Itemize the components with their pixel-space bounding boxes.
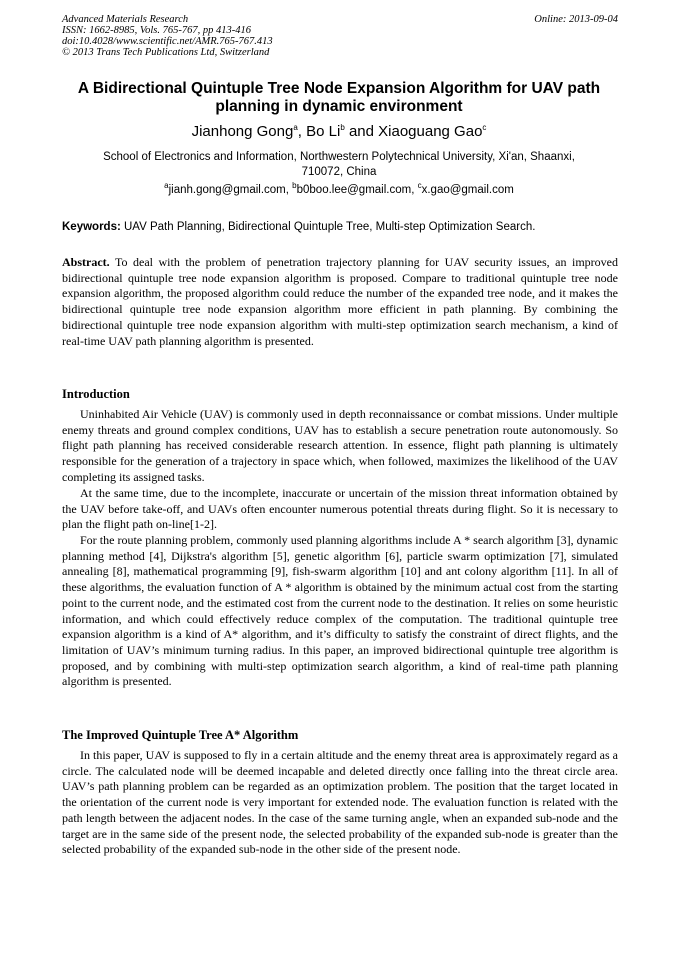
author-separator: , bbox=[297, 123, 307, 140]
body-paragraph: For the route planning problem, commonly used planning algorithms include A * search algorithm [3], dynamic planning method [4], Dijkstra's algorithm [5], genetic algorithm [6], particle swarm optimization [7], simulated annealing [8], mathematical programming [9], fish-swarm algorithm [10] and ant colony algorithm [11]. In all of these algorithms, the evaluation function of A * algorithm is obtained by the minimum actual cost from the starting point to the current node, and the estimated cost from the current node to the destination. It relies on some heuristic information, and which could effectively reduce complex of the computation. The traditional quintuple tree expansion algorithm is a kind of A* algorithm, and it’s difficulty to satisfy the constraint of direct flights, and the limitation of UAV’s minimum turning radius. In this paper, an improved bidirectional quintuple tree algorithm is proposed, and by combining with multi-step optimization search algorithm, a kind of real-time path planning algorithm is presented. bbox=[62, 533, 618, 689]
author-name: Bo Li bbox=[306, 123, 341, 140]
email-superscript: c bbox=[417, 181, 422, 191]
email-address: x.gao@gmail.com bbox=[421, 184, 514, 196]
email-superscript: a bbox=[164, 181, 169, 191]
abstract bbox=[62, 255, 618, 349]
online-date: Online: 2013-09-04 bbox=[534, 14, 618, 25]
issn-line: ISSN: 1662-8985, Vols. 765-767, pp 413-416 bbox=[62, 25, 251, 36]
section-heading-introduction: Introduction bbox=[62, 387, 130, 401]
abstract-text: To deal with the problem of penetration trajectory planning for UAV security issues, an improved bidirectional quintuple tree node expansion algorithm is proposed. Compare to traditional quintuple tree node expansion algorithm, the proposed algorithm could reduce the number of the expanded tree node, and it makes the bidirectional quintuple tree node expansion algorithm more efficient in path planning. By combining the bidirectional quintuple tree node expansion algorithm with multi-step optimization search mechanism, a kind of real-time UAV path planning algorithm is presented. bbox=[62, 255, 618, 348]
body-paragraph: Uninhabited Air Vehicle (UAV) is commonly used in depth reconnaissance or combat missions. Under multiple enemy threats and ground complex conditions, UAV has to establish a secure penetration route autonomously. So flight path planning has received considerable research attention. In essence, flight path planning is ultimately responsible for the generation of a trajectory in space which, when followed, maximizes the likelihood of the UAV completing its assigned tasks. bbox=[62, 407, 618, 484]
author-emails bbox=[60, 183, 618, 198]
title-line-2: planning in dynamic environment bbox=[215, 98, 463, 115]
doi-line: doi:10.4028/www.scientific.net/AMR.765-767.413 bbox=[62, 36, 273, 47]
author-superscript: a bbox=[293, 123, 298, 132]
paper-title bbox=[50, 80, 628, 116]
body-paragraph: At the same time, due to the incomplete, inaccurate or uncertain of the mission threat information obtained by the UAV before take-off, and UAVs often encounter numerous potential threats during flight. So it is necessary to plan the flight path on-line[1-2]. bbox=[62, 486, 618, 532]
author-list bbox=[50, 123, 628, 141]
keywords-text: UAV Path Planning, Bidirectional Quintuple Tree, Multi-step Optimization Search. bbox=[120, 221, 536, 233]
author-superscript: c bbox=[482, 123, 487, 132]
author-superscript: b bbox=[340, 123, 345, 132]
author-separator: and bbox=[344, 123, 379, 140]
author-name: Jianhong Gong bbox=[191, 123, 294, 140]
affiliation-line-1: School of Electronics and Information, Northwestern Polytechnical University, Xi'an, Shaanxi, bbox=[103, 151, 575, 163]
title-line-1: A Bidirectional Quintuple Tree Node Expansion Algorithm for UAV path bbox=[77, 80, 601, 97]
section-heading-improved-algorithm: The Improved Quintuple Tree A* Algorithm bbox=[62, 728, 299, 742]
affiliation bbox=[60, 150, 618, 180]
copyright-line: © 2013 Trans Tech Publications Ltd, Switzerland bbox=[62, 47, 270, 58]
keywords bbox=[62, 220, 618, 235]
journal-name: Advanced Materials Research bbox=[62, 14, 189, 25]
abstract-label: Abstract. bbox=[62, 255, 110, 269]
email-address: b0boo.lee@gmail.com, bbox=[296, 184, 418, 196]
keywords-label: Keywords: bbox=[62, 221, 121, 233]
author-name: Xiaoguang Gao bbox=[378, 123, 483, 140]
body-paragraph: In this paper, UAV is supposed to fly in a certain altitude and the enemy threat area is approximately regard as a circle. The calculated node will be deemed incapable and deleted directly once falling into the threat circle area. UAV’s path planning problem can be regarded as an optimization problem. The position that the target located in the orientation of the current node is very important for extended node. The evaluation function is related with the path length between the adjacent nodes. In the case of the same turning angle, when an expanded sub-node and the target are in the same side of the present node, the selected probability of the expanded sub-node is greater than the selected probability of the expanded sub-node in the other side of the present node. bbox=[62, 748, 618, 857]
email-address: jianh.gong@gmail.com, bbox=[168, 184, 293, 196]
affiliation-line-2: 710072, China bbox=[301, 166, 377, 178]
journal-header bbox=[62, 14, 618, 58]
email-superscript: b bbox=[292, 181, 297, 191]
